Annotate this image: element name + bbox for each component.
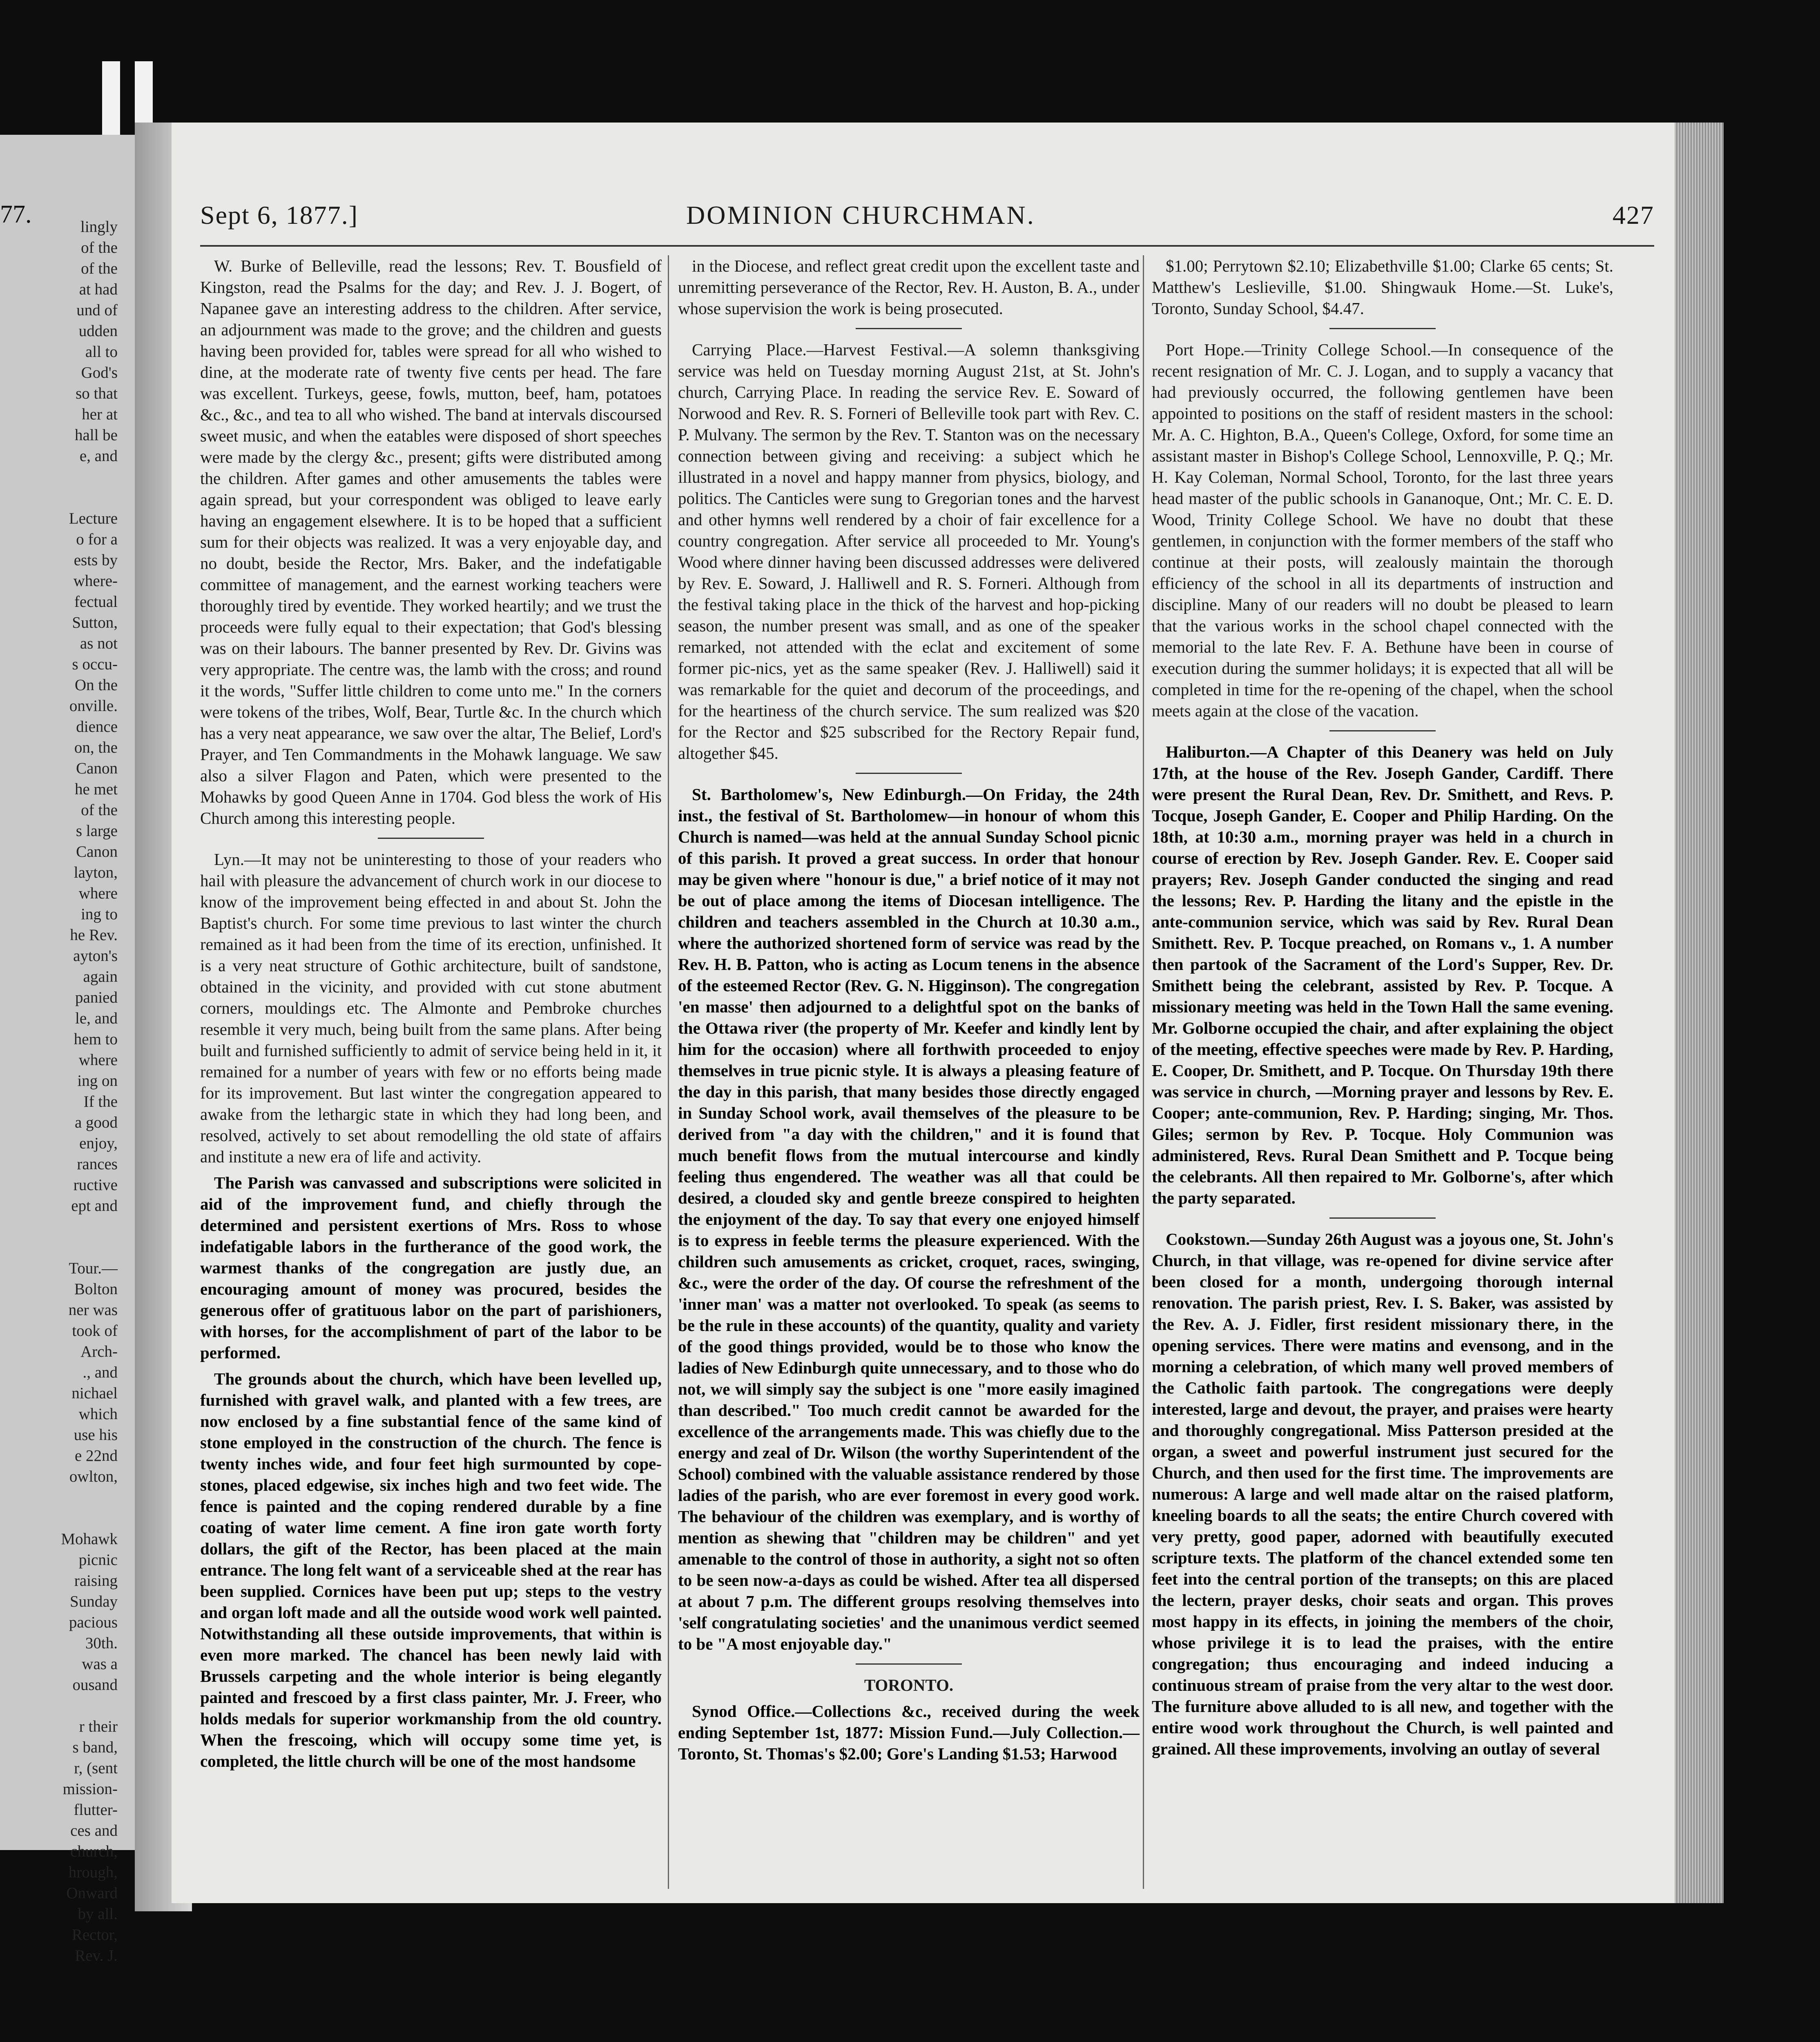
previous-page-line: Sunday [70,1593,118,1610]
article-haliburton: Haliburton.—A Chapter of this Deanery was held on July 17th, at the house of the Rev. Joseph Gander, Cardiff. There were present the Rural Dean, Rev. Dr. Smithett, and Revs. P. Tocque, Joseph Gander, E. Cooper and Philip Harding. On the 18th, at 10:30 a.m., morning prayer was held in a church in course of erection by Rev. Joseph Gander. Rev. E. Cooper said prayers; Rev. Joseph Gander conducted the singing and read the lessons; Rev. P. Harding the litany and the epistle in the ante-communion service, which was said by Rev. Rural Dean Smithett. Rev. P. Tocque preached, on Romans v., 1. A number then partook of the Sacrament of the Lord's Supper, Rev. Dr. Smithett being the celebrant, assisted by Rev. P. Tocque. A missionary meeting was held in the Town Hall the same evening. Mr. Golborne occupied the chair, and after explaining the object of the meeting, effective speeches were made by Rev. P. Harding, E. Cooper, Dr. Smithett, and P. Tocque. On Thursday 19th there was service in church, —Morning prayer and lessons by Rev. E. Cooper; ante-communion, Rev. P. Harding; singing, Mr. Thos. Giles; sermon by Rev. P. Tocque. Holy Communion was administered, Revs. Rural Dean Smithett and P. Tocque being the celebrants. All then repaired to Mr. Golborne's, after which the party separated. [1152,742,1613,1207]
previous-page-line [0,1216,118,1237]
section-divider [378,838,484,839]
previous-page-line: Onward [66,1884,118,1902]
article-cookstown: Cookstown.—Sunday 26th August was a joyous one, St. John's Church, in that village, was re-opened for divine service after been closed for a month, undergoing thorough internal renovation. The parish priest, Rev. I. S. Baker, was assisted by the Rev. A. J. Fidler, first resident missionary there, in the opening services. There were matins and evensong, and in the morning a celebration, of which many well proved members of the Catholic faith partook. The congregations were deeply interested, large and devout, the prayer, and praises were hearty and thoroughly congregational. Miss Patterson presided at the organ, a sweet and powerful instrument just secured for the Church, and then used for the first time. The improvements are numerous: A large and well made altar on the raised platform, kneeling boards to all the seats; the entire Church covered with very pretty, good paper, adorned with beautifully executed scripture texts. The platform of the chancel extended some ten feet into the central portion of the transepts; on this are placed the lectern, prayer desks, choir seats and organ. This proves most happy in its effects, in joining the members of the choir, whose privilege it is to lead the praises, with the entire congregation; thus encouraging and indeed inducing a continuous stream of praise from the very altar to the west door. The furniture above alluded to is all new, and together with the entire wood work throughout the Church, is well painted and grained. All these improvements, involving an outlay of several [1152,1230,1613,1758]
previous-page-line: her at [82,406,118,423]
column-divider [668,255,669,1889]
previous-page-line: On the [74,676,118,694]
column-2 [678,255,1140,1889]
section-divider [856,773,962,774]
previous-page-line: flutter- [74,1801,118,1819]
previous-page-number: 77. [0,201,32,228]
previous-page-line: e, and [79,447,118,465]
previous-page-line: ructive [73,1176,118,1194]
previous-page-line: 30th. [85,1634,118,1652]
previous-page-line: of the [81,801,118,819]
previous-page-line: e 22nd [74,1447,118,1465]
previous-page-line: layton, [74,864,118,881]
previous-page-line: hem to [74,1030,118,1048]
previous-page-line: took of [72,1322,118,1340]
previous-page-line: Sutton, [72,614,118,631]
previous-page-line: rances [77,1155,118,1173]
previous-page-line: raising [74,1572,118,1589]
previous-page-line: again [83,968,118,985]
previous-page-line: ner was [68,1301,118,1319]
synod-office-collections: Synod Office.—Collections &c., received during the week ending September 1st, 1877: Mission Fund.—July Collection.—Toronto, St. Thomas's $2.00; Gore's Landing $1.53; Harwood [678,1702,1140,1763]
column-divider [1143,255,1144,1889]
previous-page-line: s large [76,822,118,840]
previous-page-line: Mohawk [61,1530,118,1548]
previous-page-line: enjoy, [79,1135,118,1152]
previous-page-line: mission- [62,1780,118,1798]
previous-page-line: use his [74,1426,118,1444]
previous-page-line: ests by [74,551,118,569]
previous-page-line: ept and [71,1197,118,1215]
previous-page-line: Canon [76,760,118,777]
previous-page-line: nichael [71,1384,118,1402]
previous-page-line: ayton's [73,947,118,965]
previous-page-line: picnic [78,1551,118,1569]
previous-page-line: Rev. J. [75,1947,118,1964]
article-lyn: Lyn.—It may not be uninteresting to those of your readers who hail with pleasure the advancement of church work in our diocese to know of the improvement being effected in and about St. John the Baptist's church. For some time previous to last winter the church remained as it had been from the time of its erection, unfinished. It is a very neat structure of Gothic architecture, built of sandstone, obtained in the vicinity, and provided with cut stone abutment corners, mouldings etc. The Almonte and Pembroke churches resemble it very much, being built from the same plans. After being built and furnished sufficiently to admit of service being held in it, it remained for a number of years with few or no efforts being made for its improvement. But last winter the congregation appeared to awake from the lethargic state in which they had long been, and resolved, actively to set about remodelling the old state of affairs and institute a new era of life and activity. [200,850,662,1166]
previous-page-line: o for a [76,531,118,548]
previous-page-line: Canon [76,843,118,860]
column-1 [200,255,662,1889]
previous-page-line: fectual [74,593,118,611]
newspaper-page [172,123,1675,1903]
previous-page-line [0,1508,118,1529]
previous-page-line: a good [74,1114,118,1131]
previous-page-line: of the [81,239,118,256]
previous-page-line: Lecture [69,510,118,527]
collections-continued: $1.00; Perrytown $2.10; Elizabethville $1.00; Clarke 65 cents; St. Matthew's Leslieville, $1.00. Shingwauk Home.—St. Luke's, Toronto, Sunday School, $4.47. [1152,256,1613,318]
previous-page-line: at had [79,281,118,298]
previous-page-line: all to [85,343,118,361]
section-divider [1329,328,1436,329]
previous-page-line [0,487,118,508]
toronto-heading: TORONTO. [864,1676,954,1694]
previous-page-line: lingly [80,218,118,236]
previous-page-line [0,1695,118,1716]
previous-page-line: as not [80,635,118,652]
publication-title: DOMINION CHURCHMAN. [686,201,1035,230]
article-port-hope: Port Hope.—Trinity College School.—In consequence of the recent resignation of Mr. C. J. Logan, and to supply a vacancy that had previously occurred, the following gentlemen have been appointed to positions on the staff of resident masters in the school: Mr. A. C. Highton, B.A., Queen's College, Oxford, for some time an assistant master in Bishop's College School, Lennoxville, P. Q.; Mr. H. Kay Coleman, Normal School, Toronto, for the last three years head master of the public schools in Gananoque, Ont.; Mr. C. E. D. Wood, Trinity College School. We have no doubt that these gentlemen, in conjunction with the former members of the staff who continue at their posts, will zealously maintain the thorough efficiency of the school in all its departments of instruction and discipline. Many of our readers will no doubt be pleased to learn that the various works in the school chapel connected with the memorial to the late Rev. F. A. Bethune have been in course of execution during the summer holidays; it is expected that all will be completed in time for the re-opening of the chapel, when the school meets again at the close of the vacation. [1152,340,1613,720]
previous-page-line: ces and [70,1822,118,1839]
previous-page-line: ., and [83,1364,118,1381]
previous-page-line: r their [79,1718,118,1735]
previous-page-line: of the [81,260,118,277]
previous-page-line: onville. [69,697,118,715]
previous-page-line: so that [76,385,118,402]
previous-page-text [0,216,123,1964]
previous-page-line: r, (sent [74,1759,118,1777]
previous-page-line: ing to [81,905,118,923]
header-rule [200,245,1654,247]
article-paragraph: The Parish was canvassed and subscriptions were solicited in aid of the improvement fund, and chiefly through the determined and persistent exertions of Mrs. Ross to whose indefatigable labors in the furtherance of the good work, the warmest thanks of the congregation are justly due, an encouraging amount of money was procured, besides the generous offer of gratituous labor on the part of parishioners, with horses, for the accomplishment of part of the labor to be performed. [200,1173,662,1362]
article-paragraph: The grounds about the church, which have been levelled up, furnished with gravel walk, and planted with a few trees, are now enclosed by a fine substantial fence of the same kind of stone employed in the construction of the church. The fence is twenty inches wide, and four feet high surmounted by cope-stones, placed edgewise, six inches high and two feet wide. The fence is painted and the coping rendered durable by a fine coating of water lime cement. A fine iron gate worth forty dollars, the gift of the Rector, has been placed at the main entrance. The long felt want of a serviceable shed at the rear has been supplied. Cornices have been put up; steps to the vestry and organ loft made and all the outside wood work well painted. Notwithstanding all these outside improvements, that within is even more marked. The chancel has been newly laid with Brussels carpeting and the whole interior is being elegantly painted and frescoed by a first class painter, Mr. J. Freer, who holds medals for superior workmanship from the old country. When the frescoing, which will occupy some time yet, is completed, the little church will be one of the most handsome [200,1369,662,1770]
previous-page-line: If the [83,1093,118,1110]
previous-page-line: s band, [72,1739,118,1756]
section-divider [1329,730,1436,731]
previous-page-line: by all. [78,1905,118,1923]
film-mark-top-left [102,61,120,147]
previous-page-line: ing on [77,1072,118,1090]
article-paragraph: W. Burke of Belleville, read the lessons; Rev. T. Bousfield of Kingston, read the Psalms for the day; and Rev. J. J. Bogert, of Napanee gave an interesting address to the children. After service, an adjournment was made to the grove; and the children and guests having been provided for, tables were spread for all who wished to dine, at the moderate rate of twenty five cents per head. The fare was excellent. Turkeys, geese, fowls, mutton, beef, ham, potatoes &c., &c., and tea to all who wished. The band at intervals discoursed sweet music, and when the eatables were disposed of short speeches were made by the clergy &c., present; gifts were distributed among the children. After games and other amusements the tables were again spread, but your correspondent was obliged to leave early having an engagement elsewhere. It is to be hoped that a sufficient sum for their objects was realized. It was a very enjoyable day, and no doubt, beside the Rector, Mrs. Baker, and the indefatigable committee of management, and the earnest working teachers were thoroughly tired by eventide. They worked heartily; and we trust the proceeds were fully equal to their expectation; that God's blessing was on their labours. The banner presented by Rev. Dr. Givins was very appropriate. The centre was, the lamb with the cross; and round it the words, "Suffer little children to come unto me." In the corners were tokens of the tribes, Wolf, Bear, Turtle &c. In the church which has a very neat appearance, we saw over the altar, The Belief, Lord's Prayer, and Ten Commandments in the Mohawk language. We saw also a silver Flagon and Paten, which were presented to the Mohawks by good Queen Anne in 1704. God bless the work of His Church among this interesting people. [200,256,662,827]
previous-page-line: le, and [75,1010,118,1027]
previous-page-line: which [78,1405,118,1423]
previous-page-line: pacious [69,1614,118,1631]
previous-page-line: Bolton [74,1280,118,1298]
previous-page-line: udden [78,322,118,340]
previous-page-line: God's [81,364,118,381]
previous-page-line: was a [82,1655,118,1673]
previous-page-line: owlton, [69,1468,118,1485]
section-divider [856,328,962,329]
previous-page-line: where [78,885,118,902]
article-st-bartholomews: St. Bartholomew's, New Edinburgh.—On Friday, the 24th inst., the festival of St. Bartholomew—in honour of whom this Church is named—was held at the annual Sunday School picnic of this parish. It proved a great success. In order that honour may be given where "honour is due," a brief notice of it may not be out of place among the items of Diocesan intelligence. The children and teachers assembled in the Church at 10.30 a.m., where the authorized shortened form of service was read by the Rev. H. B. Patton, who is acting as Locum tenens in the absence of the esteemed Rector (Rev. G. N. Higginson). The congregation 'en masse' then adjourned to a delightful spot on the banks of the Ottawa river (the property of Mr. Keefer and kindly lent by him for the occasion) where all forthwith proceeded to enjoy themselves in true picnic style. It is always a pleasing feature of the day in this parish, that many besides those directly engaged in Sunday School work, avail themselves of the pleasure to be derived from "a day with the children," and it is found that much benefit flows from the mutual intercourse and kindly feeling thus engendered. The weather was all that could be desired, a clouded sky and gentle breeze conspired to heighten the enjoyment of the day. To say that every one enjoyed himself is to express in feeble terms the pleasure experienced. With the children such amusements as cricket, croquet, races, swinging, &c., were the order of the day. Of course the refreshment of the 'inner man' was a matter not overlooked. To speak (as seems to be the rule in these accounts) of the quantity, quality and variety of the good things provided, would be to those who know the ladies of New Edinburgh quite unnecessary, and to those who do not, we will simply say the subject is one "more easily imagined than described." Too much credit cannot be awarded for the excellence of the arrangements made. This was chiefly due to the energy and zeal of Dr. Wilson (the worthy Superintendent of the School) combined with the valuable assistance rendered by those ladies of the parish, who are ever foremost in every good work. The behaviour of the children was exemplary, and is worthy of mention as shewing that "children may be children" and yet amenable to the control of those in authority, a sight not so often to be seen now-a-days as could be wished. After tea all dispersed at about 7 p.m. The different groups resolving themselves into 'self congratulating societies' and the unanimous verdict seemed to be "A most enjoyable day." [678,785,1140,1653]
previous-page-line: ousand [72,1676,118,1694]
previous-page-line: und of [76,301,118,319]
previous-page-line: hrough, [68,1864,118,1881]
previous-page-line: he Rev. [70,926,118,944]
issue-date: Sept 6, 1877.] [200,201,359,230]
previous-page-line: s occu- [72,655,118,673]
previous-page-line [0,1487,118,1508]
previous-page-line: panied [75,989,118,1006]
section-divider [856,1663,962,1665]
previous-page-line [0,1237,118,1258]
page-number: 427 [1613,201,1654,230]
previous-page-line: Rector, [71,1926,118,1944]
previous-page-line: Arch- [80,1343,118,1360]
article-carrying-place: Carrying Place.—Harvest Festival.—A solemn thanksgiving service was held on Tuesday morning August 21st, at St. John's church, Carrying Place. In reading the service Rev. E. Soward of Norwood and Rev. R. S. Forneri of Belleville took part with Rev. C. P. Mulvany. The sermon by the Rev. T. Stanton was on the necessary connection between giving and receiving: a subject which he illustrated in a novel and happy manner from physics, biology, and politics. The Canticles were sung to Gregorian tones and the harvest and other hymns well rendered by a choir of fair excellence for a country congregation. After service all proceeded to Mr. Young's Wood where dinner having been discussed addresses were delivered by Rev. E. Soward, J. Halliwell and R. S. Forneri. Although from the festival taking place in the thick of the harvest and hop-picking season, the number present was small, and as one of the speaker remarked, not attended with the eclat and excitement of some former pic-nics, yet as the same speaker (Rev. J. Halliwell) said it was remarkable for the quiet and decorum of the proceedings, and for the heartiness of the church service. The sum realized was $20 for the Rector and $25 subscribed for the Rectory Repair fund, altogether $45. [678,340,1140,762]
book-page-edges [1675,123,1724,1903]
previous-page-line [0,466,118,487]
page-header [200,200,1654,233]
previous-page-line: on, the [74,739,118,756]
previous-page-line: dience [76,718,118,736]
previous-page-line: he met [74,780,118,798]
previous-page-line: hall be [74,426,118,444]
previous-page-line: Tour.— [69,1260,118,1277]
previous-page-line: where [78,1051,118,1069]
section-divider [1329,1217,1436,1219]
previous-page-line: where- [73,572,118,590]
article-paragraph: in the Diocese, and reflect great credit upon the excellent taste and unremitting perseverance of the Rector, Rev. H. Auston, B. A., under whose supervision the work is being prosecuted. [678,256,1140,318]
previous-page-line: church, [70,1843,118,1860]
column-3 [1152,255,1613,1889]
